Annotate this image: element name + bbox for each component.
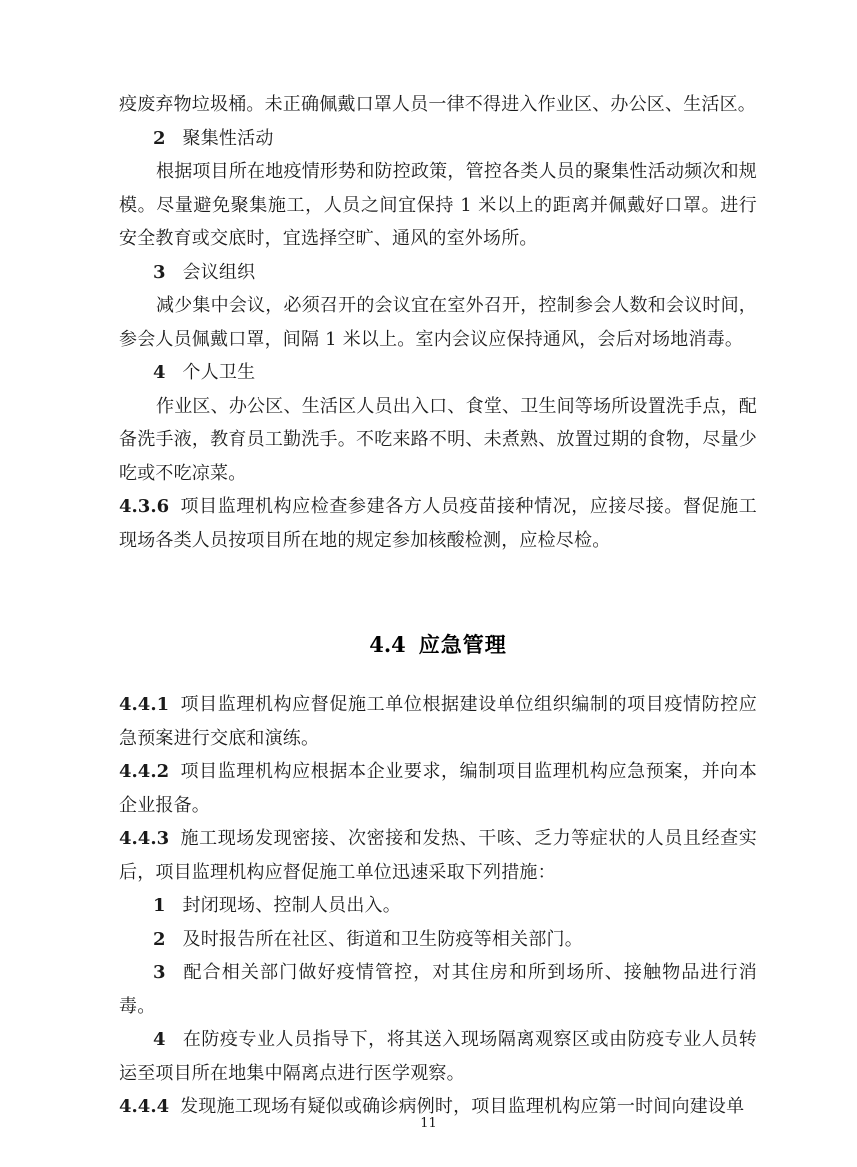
paragraph-gathering-detail: 根据项目所在地疫情形势和防控政策，管控各类人员的聚集性活动频次和规模。尽量避免聚集施工，人员之间宜保持 1 米以上的距离并佩戴好口罩。进行安全教育或交底时，宜选择空旷、通风的室外场所。 [119,161,757,249]
clause-number: 4.4.1 [119,694,170,715]
clause-4-4-2 [119,755,757,822]
list-item-2-gathering [119,122,757,156]
measure-item-4 [119,1023,757,1090]
measure-item-1 [119,889,757,923]
paragraph-continuation: 疫废弃物垃圾桶。未正确佩戴口罩人员一律不得进入作业区、办公区、生活区。 [119,94,756,115]
clause-number: 4.4.2 [119,761,170,782]
measure-item-2 [119,923,757,957]
measure-item-3 [119,956,757,1023]
list-item-text: 配合相关部门做好疫情管控，对其住房和所到场所、接触物品进行消毒。 [119,962,757,1017]
page-number: 11 [420,1116,437,1131]
clause-number: 4.4.4 [119,1096,170,1117]
list-item-4-hygiene [119,356,757,390]
list-item-text: 及时报告所在社区、街道和卫生防疫等相关部门。 [182,928,583,950]
paragraph-meetings-detail: 减少集中会议，必须召开的会议宜在室外召开，控制参会人数和会议时间，参会人员佩戴口罩，间隔 1 米以上。室内会议应保持通风，会后对场地消毒。 [119,295,757,350]
clause-text: 项目监理机构应督促施工单位根据建设单位组织编制的项目疫情防控应急预案进行交底和演练。 [119,694,757,749]
list-item-number: 2 [153,928,166,950]
document-body [119,88,757,1124]
list-item-number: 3 [153,962,166,983]
paragraph-hygiene-detail: 作业区、办公区、生活区人员出入口、食堂、卫生间等场所设置洗手点，配备洗手液，教育员工勤洗手。不吃来路不明、未煮熟、放置过期的食物，尽量少吃或不吃凉菜。 [119,395,757,484]
list-item-number: 3 [153,261,166,283]
section-number: 4.4 [369,632,406,657]
list-item-number: 4 [153,362,166,383]
list-item-number: 2 [153,127,166,149]
clause-text: 发现施工现场有疑似或确诊病例时，项目监理机构应第一时间向建设单 [180,1096,745,1117]
clause-4-4-1 [119,688,757,755]
clause-4-4-3 [119,822,757,889]
list-item-3-meetings [119,256,757,290]
clause-number: 4.4.3 [119,828,170,849]
list-item-text: 会议组织 [182,261,256,283]
list-item-text: 个人卫生 [182,362,256,383]
list-item-number: 1 [153,895,166,916]
clause-number: 4.3.6 [119,496,170,517]
section-title: 应急管理 [418,633,507,657]
clause-4-3-6 [119,490,757,557]
clause-text: 项目监理机构应根据本企业要求，编制项目监理机构应急预案，并向本企业报备。 [119,761,757,816]
section-heading-4-4 [119,628,757,662]
list-item-number: 4 [153,1029,166,1050]
clause-text: 施工现场发现密接、次密接和发热、干咳、乏力等症状的人员且经查实后，项目监理机构应督促施工单位迅速采取下列措施： [119,828,757,883]
list-item-text: 聚集性活动 [182,127,274,149]
list-item-text: 封闭现场、控制人员出入。 [182,895,401,916]
page-footer [0,1116,857,1132]
list-item-text: 在防疫专业人员指导下，将其送入现场隔离观察区或由防疫专业人员转运至项目所在地集中隔离点进行医学观察。 [119,1029,757,1084]
clause-text: 项目监理机构应检查参建各方人员疫苗接种情况，应接尽接。督促施工现场各类人员按项目所在地的规定参加核酸检测，应检尽检。 [119,496,757,551]
